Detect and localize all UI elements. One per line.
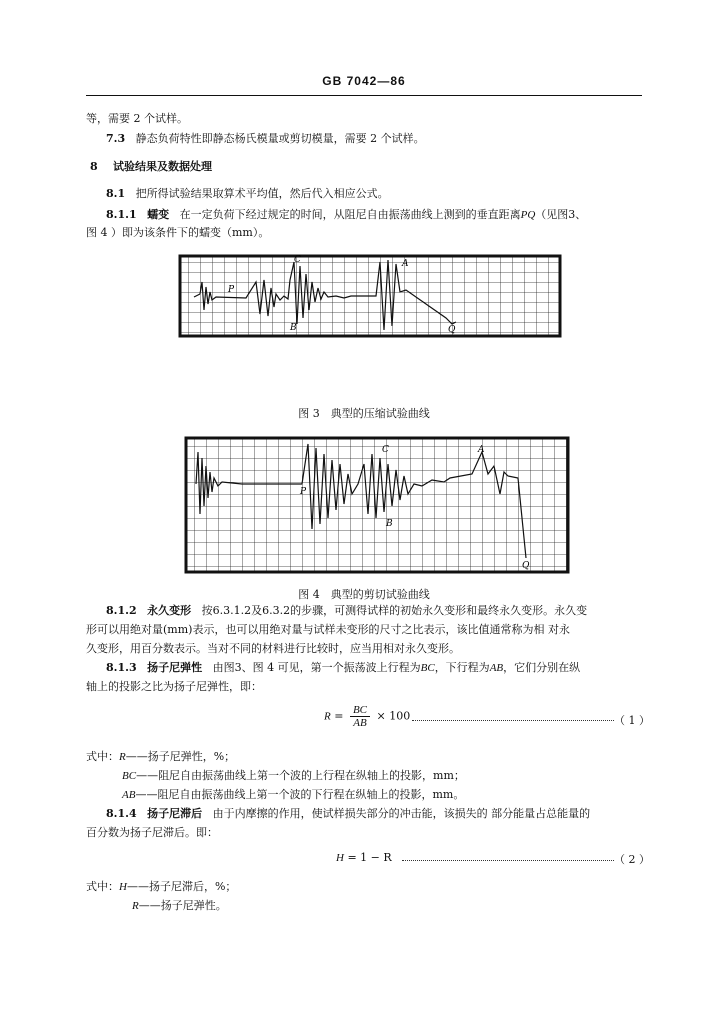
- fig3-label-c: C: [294, 255, 301, 265]
- clause-number: 8.1.4: [106, 807, 137, 820]
- section-8-heading: [90, 160, 212, 174]
- figure-3-caption: 图 3 典型的压缩试验曲线: [298, 407, 430, 420]
- definition: ——扬子尼弹性。: [138, 899, 227, 912]
- formula-2: [336, 851, 392, 864]
- clause-8-1-2: [106, 604, 587, 618]
- clause-text: 静态负荷特性即静态杨氏模量或剪切模量，需要 2 个试样。: [135, 132, 425, 145]
- section-number: 8: [90, 160, 98, 173]
- clause-text: 由图3、图 4 可见，第一个振荡波上行程为: [212, 661, 421, 674]
- symbol-ab: AB: [122, 789, 136, 801]
- definition: ——扬子尼滞后，%；: [126, 880, 237, 893]
- definition: ——扬子尼弹性，%；: [125, 750, 236, 763]
- formula-1-number: （ 1 ）: [614, 714, 650, 727]
- clause-term: 扬子尼弹性: [147, 661, 203, 674]
- fig3-label-b: B: [290, 323, 297, 333]
- clause-8-1-3-line2: 轴上的投影之比为扬子尼弹性，即：: [86, 680, 262, 693]
- where-2-h: [86, 880, 236, 894]
- clause-text: ，它们分别在纵: [503, 661, 581, 674]
- symbol-ab: AB: [489, 662, 504, 674]
- where-label: 式中：: [86, 880, 119, 893]
- clause-number: 8.1: [106, 187, 126, 200]
- symbol-r: R: [132, 900, 139, 912]
- symbol-h: H: [119, 881, 127, 893]
- formula-1-numerator: BC: [350, 704, 370, 717]
- where-1-ab: [122, 788, 464, 802]
- formula-2-leader: [402, 860, 614, 861]
- clause-number: 8.1.2: [106, 604, 137, 617]
- fig4-label-a: A: [478, 445, 485, 455]
- formula-2-rhs: = 1 − R: [347, 851, 392, 864]
- symbol-bc: BC: [420, 662, 435, 674]
- clause-text: 按6.3.1.2及6.3.2的步骤，可测得试样的初始永久变形和最终永久变形。永久变: [201, 604, 588, 617]
- where-2-r: [132, 899, 227, 913]
- clause-term: 蠕变: [147, 208, 170, 221]
- clause-8-1-2-line2: 形可以用绝对量(mm)表示，也可以用绝对量与试样未变形的尺寸之比表示，该比值通常称为相 对永: [86, 623, 570, 636]
- clause-8-1: [106, 187, 389, 201]
- clause-8-1-3: [106, 661, 580, 675]
- page-header: GB 7042—86: [322, 74, 406, 88]
- fig3-label-a: A: [402, 259, 409, 269]
- clause-8-1-4: [106, 807, 590, 821]
- clause-number: 7.3: [106, 132, 126, 145]
- fig3-label-p: P: [228, 285, 235, 295]
- fig4-label-c: C: [382, 445, 389, 455]
- clause-8-1-4-line2: 百分数为扬子尼滞后。即：: [86, 826, 218, 839]
- fig3-label-q: Q: [448, 325, 456, 335]
- text-line-1: 等，需要 2 个试样。: [86, 112, 188, 125]
- formula-1-lhs: R: [324, 710, 331, 723]
- definition: ——阻尼自由振荡曲线上第一个波的下行程在纵轴上的投影，mm。: [135, 788, 465, 801]
- header-rule: [86, 95, 642, 96]
- clause-number: 8.1.1: [106, 208, 137, 221]
- clause-8-1-2-line3: 久变形，用百分数表示。当对不同的材料进行比较时，应当用相对永久变形。: [86, 642, 460, 655]
- figure-4-caption: 图 4 典型的剪切试验曲线: [298, 588, 430, 601]
- clause-text-cont: （见图3、: [535, 208, 587, 221]
- symbol-pq: PQ: [520, 209, 536, 221]
- figure-4-shear-curve: [182, 434, 572, 576]
- section-title: 试验结果及数据处理: [112, 160, 212, 173]
- formula-1-fraction: [350, 704, 370, 729]
- clause-text: 把所得试验结果取算术平均值，然后代入相应公式。: [135, 187, 389, 200]
- symbol-r: R: [119, 751, 126, 763]
- where-1-bc: [122, 769, 465, 783]
- clause-number: 8.1.3: [106, 661, 137, 674]
- where-1-r: [86, 750, 235, 764]
- clause-8-1-1-line2: 图 4 ）即为该条件下的蠕变（mm）。: [86, 226, 270, 239]
- figure-3-compression-curve: [176, 252, 564, 340]
- formula-1: [324, 704, 410, 729]
- clause-term: 扬子尼滞后: [147, 807, 203, 820]
- fig4-label-q: Q: [522, 561, 530, 571]
- formula-2-lhs: H: [336, 852, 344, 864]
- fig4-label-b: B: [386, 519, 393, 529]
- clause-7-3: [106, 132, 425, 146]
- formula-1-multiplier: × 100: [376, 709, 411, 723]
- where-label: 式中：: [86, 750, 119, 763]
- fig4-label-p: P: [300, 487, 307, 497]
- formula-1-eq: =: [334, 709, 344, 723]
- clause-text: ，下行程为: [434, 661, 490, 674]
- formula-2-number: （ 2 ）: [614, 853, 650, 866]
- symbol-bc: BC: [122, 770, 137, 782]
- clause-text: 由于内摩擦的作用，使试样损失部分的冲击能，该损失的 部分能量占总能量的: [212, 807, 591, 820]
- definition: ——阻尼自由振荡曲线上第一个波的上行程在纵轴上的投影，mm；: [136, 769, 465, 782]
- formula-1-leader: [412, 720, 614, 721]
- clause-8-1-1: [106, 208, 586, 222]
- formula-1-denominator: AB: [353, 717, 367, 729]
- clause-term: 永久变形: [147, 604, 192, 617]
- clause-text: 在一定负荷下经过规定的时间，从阻尼自由振荡曲线上测到的垂直距离: [179, 208, 521, 221]
